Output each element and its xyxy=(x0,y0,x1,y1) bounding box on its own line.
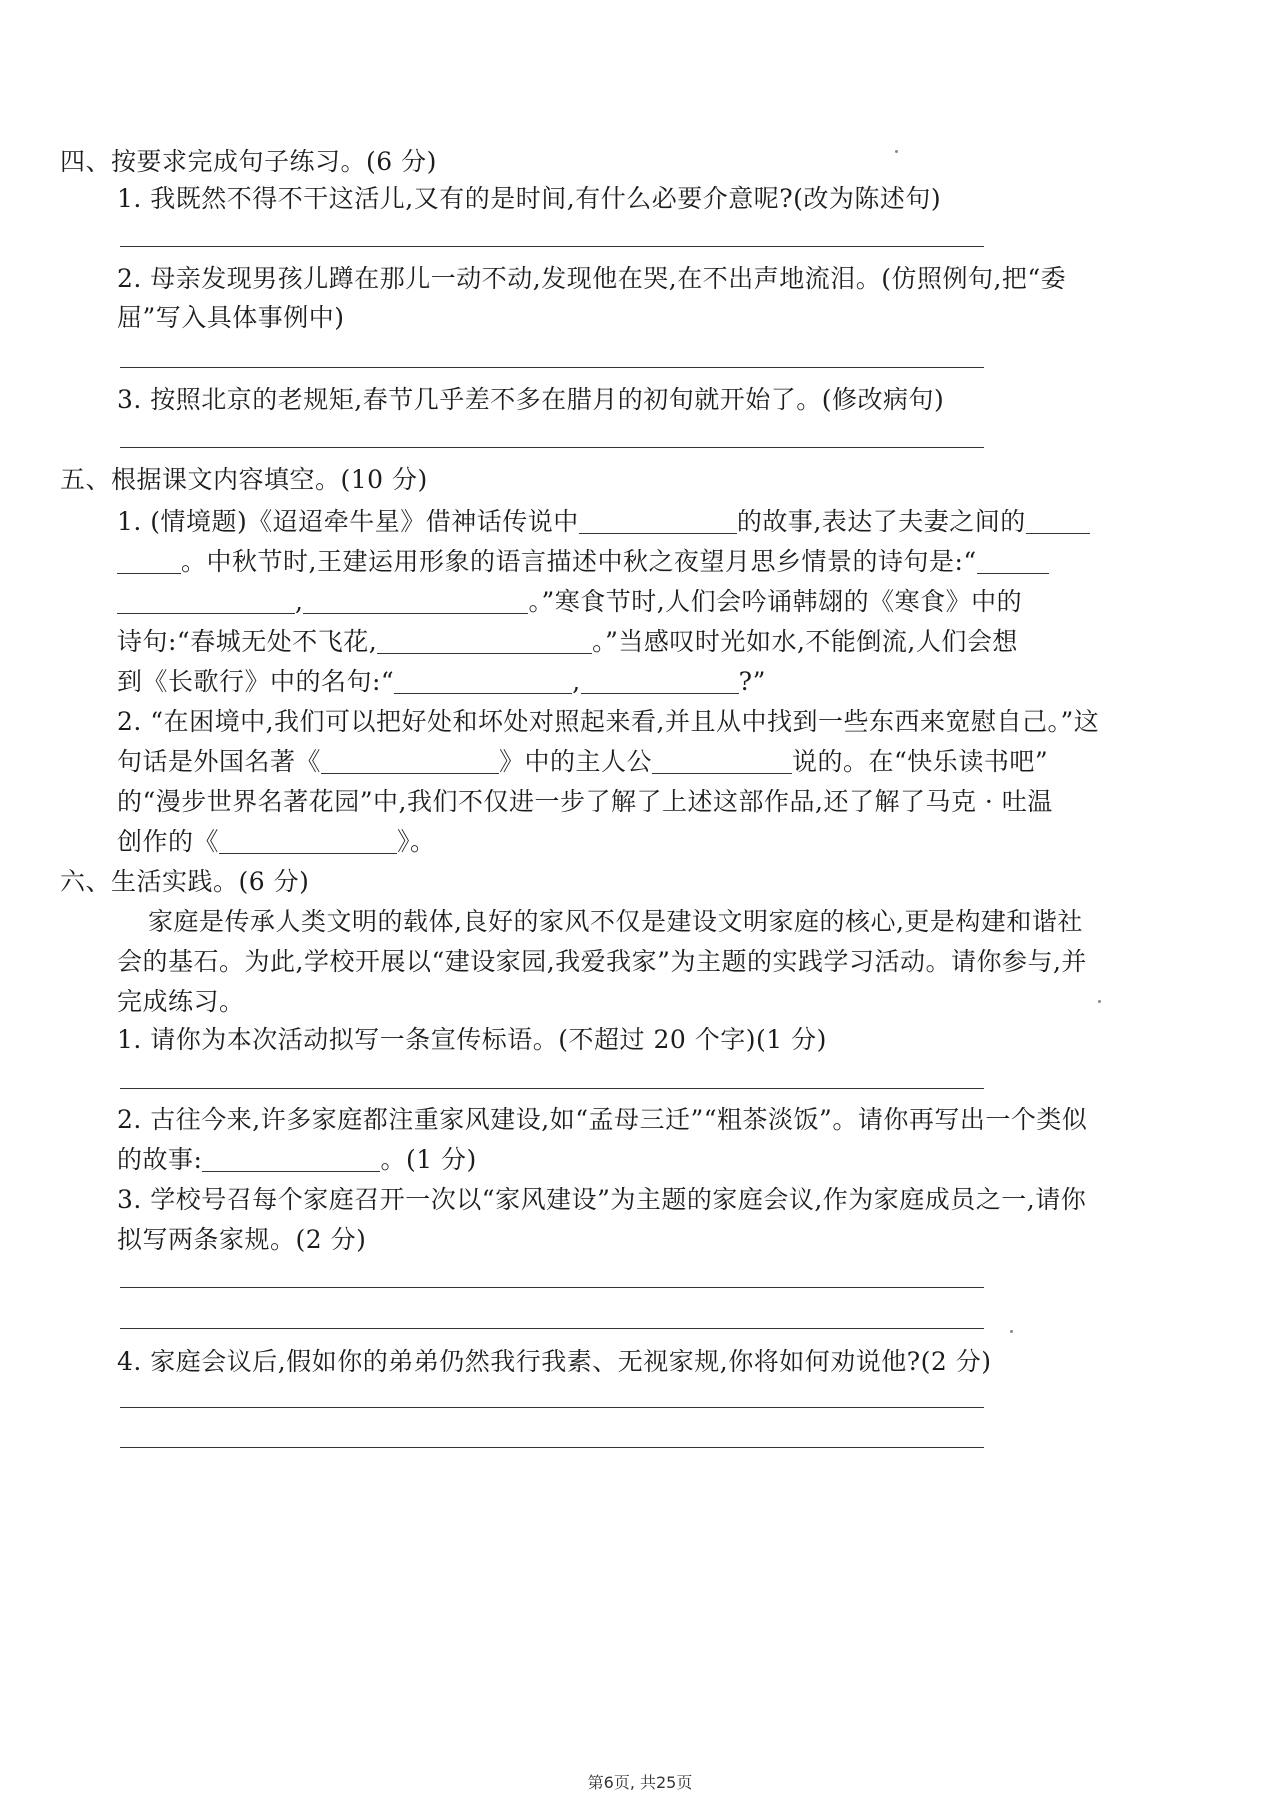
s6-intro-line2: 会的基石。为此,学校开展以“建设家园,我爱我家”为主题的实践学习活动。请你参与,并 xyxy=(117,947,1087,976)
blank[interactable] xyxy=(652,749,792,774)
s6-question-3-line1: 3. 学校号召每个家庭召开一次以“家风建设”为主题的家庭会议,作为家庭成员之一,请你 xyxy=(117,1185,1087,1214)
blank[interactable] xyxy=(977,549,1049,574)
blank[interactable] xyxy=(581,669,739,694)
s6-intro-line1: 家庭是传承人类文明的载体,良好的家风不仅是建设文明家庭的核心,更是构建和谐社 xyxy=(148,907,1083,936)
s5-q1-line3 xyxy=(117,586,1022,618)
answer-line[interactable] xyxy=(120,246,984,247)
scan-speck xyxy=(1098,1000,1101,1003)
answer-line[interactable] xyxy=(120,1287,984,1288)
s6-question-2-line1: 2. 古往今来,许多家庭都注重家风建设,如“孟母三迁”“粗茶淡饭”。请你再写出一个类似 xyxy=(117,1105,1088,1134)
section-4-heading: 四、按要求完成句子练习。(6 分) xyxy=(60,147,437,176)
blank[interactable] xyxy=(377,629,592,654)
blank[interactable] xyxy=(117,549,181,574)
s4-question-3: 3. 按照北京的老规矩,春节几乎差不多在腊月的初旬就开始了。(修改病句) xyxy=(117,385,945,414)
scan-speck xyxy=(1010,1330,1013,1333)
text: 说的。在“快乐读书吧” xyxy=(792,747,1049,776)
text: ?” xyxy=(738,667,766,696)
s5-q2-line3: 的“漫步世界名著花园”中,我们不仅进一步了解了上述这部作品,还了解了马克 · 吐温 xyxy=(117,787,1053,816)
blank[interactable] xyxy=(394,669,572,694)
s6-question-3-line2: 拟写两条家规。(2 分) xyxy=(117,1225,367,1254)
text: 》中的主人公 xyxy=(499,747,653,776)
s4-question-2-line2: 屈”写入具体事例中) xyxy=(117,303,345,332)
scan-speck xyxy=(895,150,898,153)
s6-intro-line3: 完成练习。 xyxy=(117,987,245,1016)
s6-question-1: 1. 请你为本次活动拟写一条宣传标语。(不超过 20 个字)(1 分) xyxy=(117,1025,827,1054)
s4-question-2-line1: 2. 母亲发现男孩儿蹲在那儿一动不动,发现他在哭,在不出声地流泪。(仿照例句,把“委 xyxy=(117,264,1067,293)
page-footer: 第6页, 共25页 xyxy=(587,1773,693,1792)
s5-q2-line4 xyxy=(117,826,436,858)
text: 。”寒食节时,人们会吟诵韩翃的《寒食》中的 xyxy=(528,587,1023,616)
s5-q2-line2 xyxy=(117,746,1048,778)
blank[interactable] xyxy=(117,589,295,614)
text: 句话是外国名著《 xyxy=(117,747,322,776)
blank[interactable] xyxy=(1026,509,1090,534)
text: 1. (情境题)《迢迢牵牛星》借神话传说中 xyxy=(117,507,579,536)
text: , xyxy=(295,587,304,616)
s6-question-2-line2 xyxy=(117,1144,477,1176)
text: 》。 xyxy=(397,827,436,856)
answer-line[interactable] xyxy=(120,1328,984,1329)
answer-line[interactable] xyxy=(120,1088,984,1089)
text: 的故事: xyxy=(117,1145,203,1174)
blank[interactable] xyxy=(303,589,528,614)
answer-line[interactable] xyxy=(120,1407,984,1408)
text: 诗句:“春城无处不飞花, xyxy=(117,627,378,656)
blank[interactable] xyxy=(321,749,499,774)
text: 创作的《 xyxy=(117,827,220,856)
s5-q2-line1: 2. “在困境中,我们可以把好处和坏处对照起来看,并且从中找到一些东西来宽慰自己。”这 xyxy=(117,707,1100,736)
answer-line[interactable] xyxy=(120,447,984,448)
text: 。(1 分) xyxy=(380,1145,477,1174)
answer-line[interactable] xyxy=(120,1447,984,1448)
text: 到《长歌行》中的名句:“ xyxy=(117,667,395,696)
blank[interactable] xyxy=(579,509,737,534)
s5-q1-line1 xyxy=(117,506,1090,538)
s6-question-4: 4. 家庭会议后,假如你的弟弟仍然我行我素、无视家规,你将如何劝说他?(2 分) xyxy=(117,1347,992,1376)
text: 。”当感叹时光如水,不能倒流,人们会想 xyxy=(592,627,1018,656)
s5-q1-line5 xyxy=(117,666,766,698)
s5-q1-line2 xyxy=(117,546,1049,578)
text: , xyxy=(572,667,581,696)
section-6-heading: 六、生活实践。(6 分) xyxy=(60,867,310,896)
blank[interactable] xyxy=(219,829,397,854)
section-5-heading: 五、根据课文内容填空。(10 分) xyxy=(60,465,428,494)
text: 的故事,表达了夫妻之间的 xyxy=(736,507,1026,536)
s4-question-1: 1. 我既然不得不干这活儿,又有的是时间,有什么必要介意呢?(改为陈述句) xyxy=(117,184,942,213)
answer-line[interactable] xyxy=(120,367,984,368)
s5-q1-line4 xyxy=(117,626,1018,658)
text: 。中秋节时,王建运用形象的语言描述中秋之夜望月思乡情景的诗句是:“ xyxy=(181,547,977,576)
blank[interactable] xyxy=(202,1147,380,1172)
